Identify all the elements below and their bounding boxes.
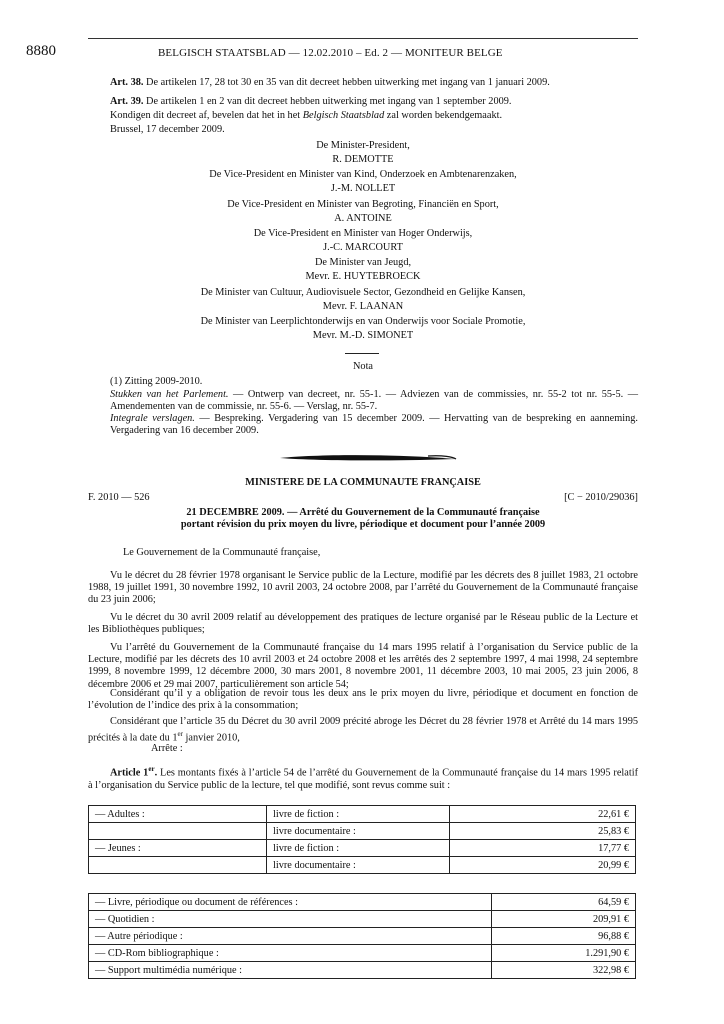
consideration-paragraph: Vu l’arrêté du Gouvernement de la Communauté française du 14 mars 1995 relatif à l’organisation du Service public de la Lecture, modifié par les décrets des 10 avril 2003 et 24 octobre 2008 et les arrêtés des 2 septembre 1997, 4 mai 1998, 24 septembre 1999, 8 novembre 1999, 12 décembre 2000, 30 mars 2001, 8 novembre 2001, 11 décembre 2003, 10 mai 2005, 23 juin 2006, 8 décembre 2006 et 29 mai 2007, particulièrement son article 54; xyxy=(88,642,638,690)
table-cell-amount: 96,88 € xyxy=(492,928,636,945)
nota-title: Nota xyxy=(352,361,373,372)
promulgation-text-end: zal worden bekendgemaakt. xyxy=(384,110,503,121)
article-39-label: Art. 39. xyxy=(110,96,144,107)
consideration-text: Considérant que l’article 35 du Décret du 30 avril 2009 précité abroge les Décret du 28 février 1978 et Arrêté du 14 mars 1995 précités à la date du 1 xyxy=(88,716,638,744)
article-1 xyxy=(88,763,638,792)
footnote-integrale-label: Integrale verslagen. xyxy=(110,413,195,424)
table-row xyxy=(89,857,636,874)
article-1-label: Article 1 xyxy=(110,767,149,779)
intro-line: Le Gouvernement de la Communauté française, xyxy=(123,547,321,558)
table-cell-type: livre de fiction : xyxy=(267,840,450,857)
table-cell-amount: 25,83 € xyxy=(450,823,636,840)
consideration-paragraph: Considérant qu’il y a obligation de revoir tous les deux ans le prix moyen du livre, périodique et document en fonction de l’évolution de l’indice des prix à la consommation; xyxy=(88,688,638,712)
amounts-table-books xyxy=(88,805,636,874)
table-row xyxy=(89,823,636,840)
signatory-name: J.-M. NOLLET xyxy=(330,183,396,194)
article-38 xyxy=(110,77,638,89)
table-row xyxy=(89,928,636,945)
table-row xyxy=(89,840,636,857)
table-cell-amount: 209,91 € xyxy=(492,911,636,928)
page-number: 8880 xyxy=(26,43,56,59)
article-1-superscript: er xyxy=(148,765,155,773)
signatory-role: De Vice-President en Minister van Begroting, Financiën en Sport, xyxy=(227,199,499,210)
reference-left: F. 2010 — 526 xyxy=(88,492,150,503)
table-row xyxy=(89,894,636,911)
article-38-text: De artikelen 17, 28 tot 30 en 35 van dit decreet hebben uitwerking met ingang van 1 januari 2009. xyxy=(146,77,550,88)
table-cell-group xyxy=(89,823,267,840)
signatory-role: De Minister van Cultuur, Audiovisuele Sector, Gezondheid en Gelijke Kansen, xyxy=(200,287,526,298)
table-cell-label: — Quotidien : xyxy=(89,911,492,928)
article-1-text: Les montants fixés à l’article 54 de l’arrêté du Gouvernement de la Communauté française du 14 mars 1995 relatif à l’organisation du Service public de la lecture, tel que modifié, sont revus comme suit : xyxy=(88,767,638,791)
arrete-line: Arrête : xyxy=(151,743,183,754)
table-cell-label: — CD-Rom bibliographique : xyxy=(89,945,492,962)
footnote-integrale xyxy=(110,413,638,437)
signatory-role: De Vice-President en Minister van Kind, Onderzoek en Ambtenarenzaken, xyxy=(209,169,517,180)
table-cell-amount: 20,99 € xyxy=(450,857,636,874)
promulgation-text: Kondigen dit decreet af, bevelen dat het in het xyxy=(110,110,303,121)
table-cell-amount: 17,77 € xyxy=(450,840,636,857)
table-cell-amount: 22,61 € xyxy=(450,806,636,823)
signatory-role: De Minister van Leerplichtonderwijs en van Onderwijs voor Sociale Promotie, xyxy=(200,316,526,327)
consideration-paragraph: Vu le décret du 30 avril 2009 relatif au développement des pratiques de lecture organisé par le Réseau public de la Lecture et les Bibliothèques publiques; xyxy=(88,612,638,636)
table-row xyxy=(89,911,636,928)
table-cell-group: — Jeunes : xyxy=(89,840,267,857)
table-cell-type: livre documentaire : xyxy=(267,857,450,874)
signatory-role: De Minister van Jeugd, xyxy=(314,257,412,268)
footnote-stukken-text: — Ontwerp van decreet, nr. 55-1. — Adviezen van de commissies, nr. 55-2 tot nr. 55-5. — Amendementen van de commissie, nr. 55-6. — Verslag, nr. 55-7. xyxy=(110,389,638,413)
consideration-paragraph xyxy=(88,716,638,745)
amounts-table-documents xyxy=(88,893,636,979)
table-cell-type: livre de fiction : xyxy=(267,806,450,823)
signatory-role: De Minister-President, xyxy=(316,140,410,151)
article-1-dot: . xyxy=(154,767,158,779)
signatory-name: Mevr. E. HUYTEBROECK xyxy=(305,271,421,282)
table-cell-amount: 322,98 € xyxy=(492,962,636,979)
signatory-name: Mevr. M.-D. SIMONET xyxy=(312,330,414,341)
place-date: Brussel, 17 december 2009. xyxy=(110,124,225,135)
page-header xyxy=(26,38,638,67)
superscript: er xyxy=(177,730,183,739)
table-cell-label: — Autre périodique : xyxy=(89,928,492,945)
table-cell-label: — Livre, périodique ou document de références : xyxy=(89,894,492,911)
decree-title: 21 DECEMBRE 2009. — Arrêté du Gouvernement de la Communauté française xyxy=(186,507,540,518)
table-cell-amount: 64,59 € xyxy=(492,894,636,911)
promulgation-formula xyxy=(110,110,638,122)
signatory-name: J.-C. MARCOURT xyxy=(323,242,403,253)
signatory-name: Mevr. F. LAANAN xyxy=(322,301,404,312)
reference-right: [C − 2010/29036] xyxy=(564,492,638,503)
table-cell-group: — Adultes : xyxy=(89,806,267,823)
table-row xyxy=(89,962,636,979)
signatory-name: R. DEMOTTE xyxy=(332,154,394,165)
article-39 xyxy=(110,96,638,108)
gazette-title: BELGISCH STAATSBLAD — 12.02.2010 – Ed. 2 — MONITEUR BELGE xyxy=(158,47,503,59)
signatory-role: De Vice-President en Minister van Hoger Onderwijs, xyxy=(253,228,473,239)
footnote-zitting: (1) Zitting 2009-2010. xyxy=(110,376,203,387)
signatory-name: A. ANTOINE xyxy=(334,213,392,224)
section-divider xyxy=(345,353,379,354)
decree-title-line2: portant révision du prix moyen du livre, périodique et document pour l’année 2009 xyxy=(180,519,546,530)
promulgation-italic: Belgisch Staatsblad xyxy=(302,110,385,121)
table-cell-group xyxy=(89,857,267,874)
table-cell-label: — Support multimédia numérique : xyxy=(89,962,492,979)
consideration-paragraph: Vu le décret du 28 février 1978 organisant le Service public de la Lecture, modifié par les décrets des 8 juillet 1983, 21 octobre 1988, 19 juillet 1991, 30 novembre 1992, 10 avril 2003, 24 octobre 2008, par l’arrêté du Gouvernement de la Communauté française du 23 juin 2006; xyxy=(88,570,638,606)
footnote-stukken xyxy=(110,389,638,413)
footnote-stukken-label: Stukken van het Parlement. xyxy=(110,389,229,400)
gazette-page xyxy=(26,0,638,1024)
table-cell-type: livre documentaire : xyxy=(267,823,450,840)
ministry-heading: MINISTERE DE LA COMMUNAUTE FRANÇAISE xyxy=(245,477,481,488)
table-row xyxy=(89,945,636,962)
ornamental-swash-divider xyxy=(278,452,458,464)
table-row xyxy=(89,806,636,823)
article-39-text: De artikelen 1 en 2 van dit decreet hebben uitwerking met ingang van 1 september 2009. xyxy=(146,96,512,107)
table-cell-amount: 1.291,90 € xyxy=(492,945,636,962)
footnote-integrale-text: — Bespreking. Vergadering van 15 december 2009. — Hervatting van de bespreking en aanneming. Vergadering van 16 december 2009. xyxy=(110,413,638,437)
consideration-text-end: janvier 2010, xyxy=(182,732,240,744)
article-38-label: Art. 38. xyxy=(110,77,144,88)
